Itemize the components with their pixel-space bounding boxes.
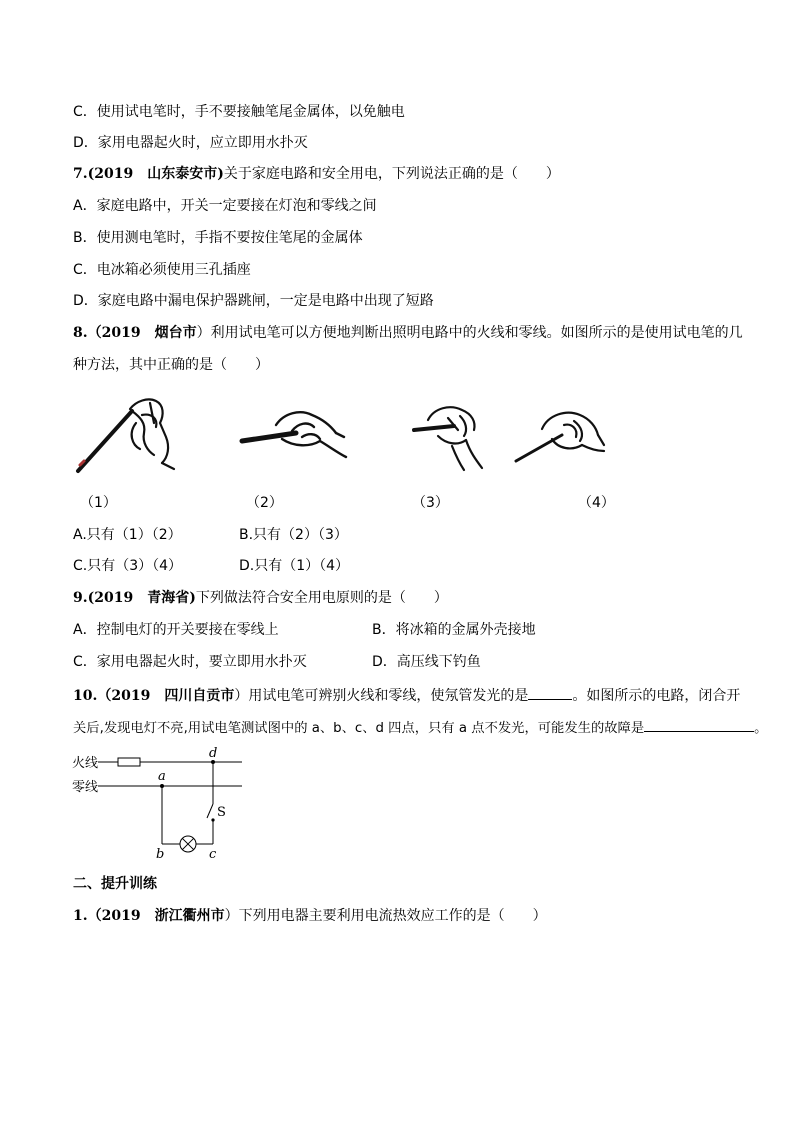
q9-stem: 下列做法符合安全用电原则的是（ ） [195,590,448,606]
q7-option-c: C．电冰箱必须使用三孔插座 [73,262,251,278]
q8-stem-line2: 种方法，其中正确的是（ ） [73,357,269,373]
s2-q1-number: 1. [73,908,88,924]
q8-option-c: C.只有（3）（4） [73,558,183,574]
point-d-label: d [209,746,218,761]
q9-option-c: C．家用电器起火时，要立即用水扑灭 [73,654,307,670]
q8-number: 8. [73,325,88,341]
test-pen-hand-figure-3 [408,400,488,472]
test-pen-hand-figure-4 [512,405,608,465]
q8-option-b: B.只有（2）（3） [239,527,348,543]
point-b-label: b [156,847,165,862]
switch-s-label: S [217,805,226,820]
q9-stem-line [73,589,448,607]
q9-option-b: B．将冰箱的金属外壳接地 [372,622,536,638]
switch-symbol [207,804,213,818]
test-pen-hand-figure-2 [236,403,351,461]
q10-answer-blank-1[interactable] [528,685,572,700]
section-2-heading: 二、提升训练 [73,876,157,892]
q9-option-d: D．高压线下钓鱼 [372,654,481,670]
q10-stem-line1 [73,685,740,705]
q7-number: 7. [73,166,88,182]
q9-number: 9. [73,590,88,606]
q8-source: （2019 烟台市 [87,325,197,341]
q10-stem-part1: ）用试电笔可辨别火线和零线，使氖管发光的是 [234,688,529,704]
neutral-wire-label: 零线 [72,780,99,795]
q7-stem: 关于家庭电路和安全用电，下列说法正确的是（ ） [223,166,560,182]
s2-q1-stem: ）下列用电器主要利用电流热效应工作的是（ ） [224,908,547,924]
point-a-label: a [158,769,166,784]
live-wire-label: 火线 [72,756,99,771]
q7-option-d: D．家庭电路中漏电保护器跳闸，一定是电路中出现了短路 [73,293,434,309]
q8-figure-label-3: （3） [412,495,449,511]
fuse-symbol [118,758,140,766]
q10-stem-line2 [73,717,767,738]
q8-option-d: D.只有（1）（4） [239,558,350,574]
s2-q1-stem-line [73,907,547,925]
q10-source: （2019 四川自贡市 [97,688,235,704]
point-c-label: c [209,847,217,862]
q10-circuit-diagram [70,746,250,862]
q8-figure-label-2: （2） [246,495,283,511]
q8-stem-part1: ）利用试电笔可以方便地判断出照明电路中的火线和零线。如图所示的是使用试电笔的几 [196,325,743,341]
q10-stem-part3: 关后,发现电灯不亮,用试电笔测试图中的 a、b、c、d 四点，只有 a 点不发光，可能发生的故障是 [73,721,645,736]
q10-answer-blank-2[interactable] [644,717,754,732]
q7-source: (2019 山东泰安市) [87,166,224,182]
q8-figure-label-4: （4） [578,495,615,511]
q10-stem-part4: 。 [754,721,768,736]
q7-option-b: B．使用测电笔时，手指不要按住笔尾的金属体 [73,230,363,246]
q10-number: 10. [73,688,98,704]
q8-option-a: A.只有（1）（2） [73,527,182,543]
q6-option-c: C．使用试电笔时，手不要接触笔尾金属体，以免触电 [73,104,405,120]
q8-figure-label-1: （1） [80,495,117,511]
q8-stem-line1 [73,324,743,342]
s2-q1-source: （2019 浙江衢州市 [87,908,225,924]
q10-stem-part2: 。如图所示的电路，闭合开 [572,688,741,704]
q6-option-d: D．家用电器起火时，应立即用水扑灭 [73,135,308,151]
q9-source: (2019 青海省) [87,590,196,606]
test-pen-hand-figure-1 [70,393,180,475]
q7-stem-line [73,165,560,183]
q9-option-a: A．控制电灯的开关要接在零线上 [73,622,279,638]
q7-option-a: A．家庭电路中，开关一定要接在灯泡和零线之间 [73,198,377,214]
